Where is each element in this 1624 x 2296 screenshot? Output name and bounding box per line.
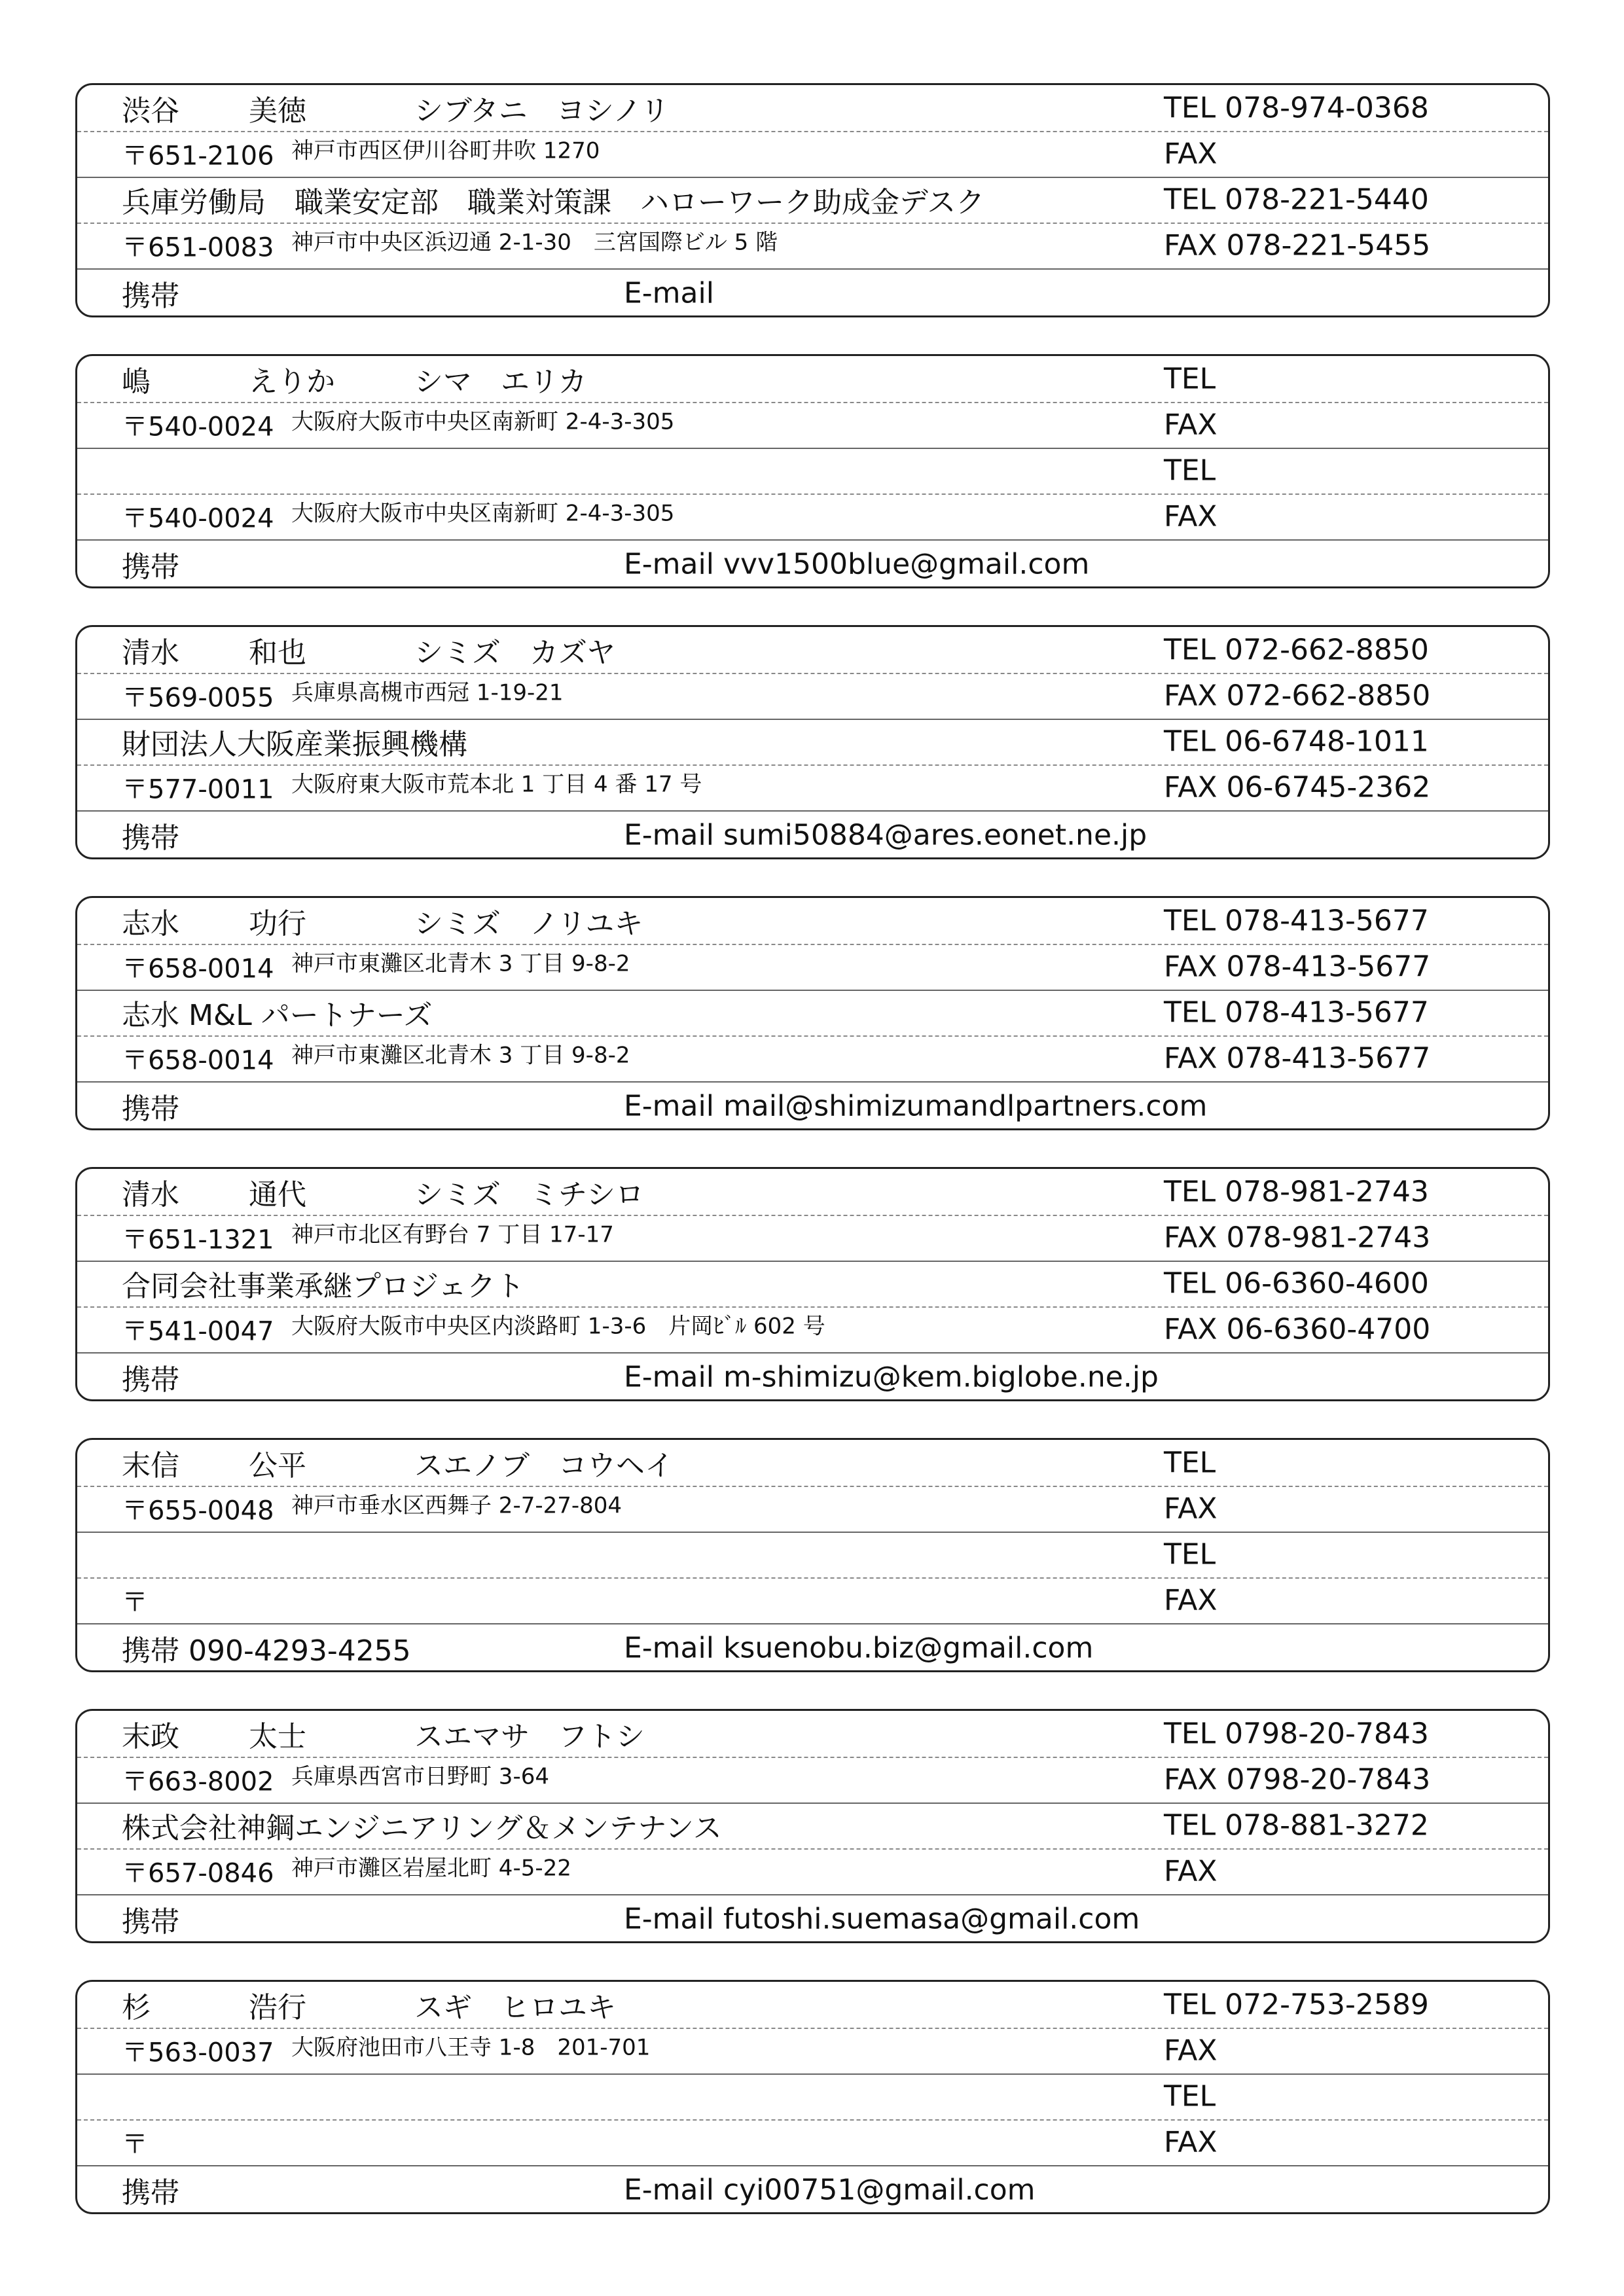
home-address-row — [77, 1486, 1548, 1533]
org-row — [77, 1532, 1548, 1579]
home-address-row — [77, 1215, 1548, 1262]
name-row — [77, 1169, 1548, 1216]
org-address: 神戸市中央区浜辺通 2-1-30 三宮国際ビル 5 階 — [291, 229, 778, 256]
name-kana: シブタニ ヨシノリ — [414, 94, 670, 128]
org-fax: FAX — [1164, 1854, 1218, 1888]
contact-row — [77, 810, 1548, 859]
org-address: 神戸市灘区岩屋北町 4-5-22 — [291, 1855, 571, 1882]
home-zip: 〒655-0048 — [122, 1496, 274, 1526]
home-address: 兵庫県高槻市西冠 1-19-21 — [291, 679, 564, 706]
org-fax: FAX 06-6360-4700 — [1164, 1312, 1431, 1346]
name-kana: スエマサ フトシ — [414, 1720, 645, 1753]
home-tel: TEL 078-974-0368 — [1164, 91, 1429, 125]
home-tel: TEL 072-662-8850 — [1164, 633, 1429, 667]
home-address: 兵庫県西宮市日野町 3-64 — [291, 1763, 549, 1790]
org-zip: 〒658-0014 — [122, 1045, 274, 1076]
email[interactable]: E-mail m-shimizu@kem.biglobe.ne.jp — [624, 1360, 1159, 1393]
home-address: 大阪府大阪市中央区南新町 2-4-3-305 — [291, 408, 675, 435]
mobile: 携帯 090-4293-4255 — [122, 1634, 411, 1668]
email[interactable]: E-mail cyi00751@gmail.com — [624, 2173, 1036, 2206]
name-row — [77, 1440, 1548, 1487]
contact-card — [75, 625, 1550, 859]
org-tel: TEL 06-6748-1011 — [1164, 725, 1429, 759]
given-name: 太士 — [249, 1720, 306, 1753]
contact-row — [77, 1352, 1548, 1401]
contact-row — [77, 1894, 1548, 1943]
contact-card — [75, 354, 1550, 588]
org-fax: FAX — [1164, 2125, 1218, 2159]
home-address: 大阪府池田市八王寺 1-8 201-701 — [291, 2034, 651, 2061]
contact-row — [77, 1081, 1548, 1130]
email[interactable]: E-mail vvv1500blue@gmail.com — [624, 547, 1090, 581]
home-zip: 〒658-0014 — [122, 954, 274, 984]
org-tel: TEL 06-6360-4600 — [1164, 1266, 1429, 1300]
org-zip: 〒577-0011 — [122, 774, 274, 805]
org-address-row — [77, 764, 1548, 812]
home-address-row — [77, 944, 1548, 991]
home-fax: FAX 078-981-2743 — [1164, 1221, 1431, 1255]
name-kana: シマ エリカ — [414, 365, 587, 399]
org-tel: TEL — [1164, 454, 1216, 488]
org-tel: TEL 078-221-5440 — [1164, 183, 1429, 217]
contact-card — [75, 896, 1550, 1130]
mobile: 携帯 — [122, 1905, 179, 1939]
organization: 財団法人大阪産業振興機構 — [122, 728, 467, 761]
org-address-row — [77, 1577, 1548, 1624]
email[interactable]: E-mail ksuenobu.biz@gmail.com — [624, 1631, 1094, 1664]
name-row — [77, 1711, 1548, 1758]
home-tel: TEL 078-981-2743 — [1164, 1175, 1429, 1209]
name-kana: シミズ カズヤ — [414, 636, 616, 670]
surname: 嶋 — [122, 365, 151, 399]
org-zip: 〒 — [122, 2129, 148, 2160]
name-row — [77, 85, 1548, 132]
organization: 株式会社神鋼エンジニアリング＆メンテナンス — [122, 1812, 722, 1845]
mobile: 携帯 — [122, 550, 179, 584]
home-address: 神戸市北区有野台 7 丁目 17-17 — [291, 1221, 614, 1248]
home-address-row — [77, 402, 1548, 449]
mobile: 携帯 — [122, 1363, 179, 1397]
contact-row — [77, 539, 1548, 588]
name-row — [77, 1982, 1548, 2029]
contact-card — [75, 1438, 1550, 1672]
org-tel: TEL 078-881-3272 — [1164, 1808, 1429, 1842]
mobile: 携帯 — [122, 821, 179, 855]
surname: 志水 — [122, 907, 179, 941]
home-address-row — [77, 131, 1548, 178]
organization: 合同会社事業承継プロジェクト — [122, 1270, 525, 1303]
org-tel: TEL — [1164, 2079, 1216, 2113]
home-zip: 〒563-0037 — [122, 2037, 274, 2068]
home-fax: FAX 072-662-8850 — [1164, 679, 1431, 713]
org-address-row — [77, 493, 1548, 541]
org-row — [77, 448, 1548, 495]
home-address-row — [77, 2028, 1548, 2075]
org-row — [77, 2073, 1548, 2121]
home-zip: 〒651-1321 — [122, 1225, 274, 1255]
home-fax: FAX — [1164, 137, 1218, 171]
organization: 兵庫労働局 職業安定部 職業対策課 ハローワーク助成金デスク — [122, 186, 985, 219]
home-zip: 〒651-2106 — [122, 141, 274, 171]
surname: 清水 — [122, 1178, 179, 1211]
org-address: 大阪府東大阪市荒本北 1 丁目 4 番 17 号 — [291, 771, 702, 798]
org-row — [77, 1803, 1548, 1850]
org-zip: 〒651-0083 — [122, 232, 274, 263]
home-address: 神戸市東灘区北青木 3 丁目 9-8-2 — [291, 950, 630, 977]
home-tel: TEL 078-413-5677 — [1164, 904, 1429, 938]
mobile: 携帯 — [122, 2176, 179, 2210]
name-row — [77, 356, 1548, 403]
home-zip: 〒569-0055 — [122, 683, 274, 713]
surname: 末信 — [122, 1449, 179, 1482]
org-address: 大阪府大阪市中央区内淡路町 1-3-6 片岡ﾋﾞﾙ 602 号 — [291, 1313, 825, 1340]
name-row — [77, 898, 1548, 945]
org-address-row — [77, 2119, 1548, 2166]
name-kana: スエノブ コウヘイ — [414, 1449, 674, 1482]
org-zip: 〒541-0047 — [122, 1316, 274, 1347]
given-name: えりか — [249, 365, 335, 399]
given-name: 功行 — [249, 907, 306, 941]
org-fax: FAX — [1164, 499, 1218, 533]
org-fax: FAX 06-6745-2362 — [1164, 770, 1431, 804]
contact-row — [77, 1623, 1548, 1672]
org-zip: 〒657-0846 — [122, 1858, 274, 1889]
name-row — [77, 627, 1548, 674]
org-address-row — [77, 1306, 1548, 1354]
given-name: 公平 — [249, 1449, 306, 1482]
contact-card — [75, 1980, 1550, 2214]
org-fax: FAX — [1164, 1583, 1218, 1617]
home-address-row — [77, 673, 1548, 720]
surname: 杉 — [122, 1991, 151, 2024]
email[interactable]: E-mail futoshi.suemasa@gmail.com — [624, 1902, 1140, 1935]
email[interactable]: E-mail sumi50884@ares.eonet.ne.jp — [624, 818, 1147, 852]
home-address: 神戸市西区伊川谷町井吹 1270 — [291, 137, 600, 164]
email[interactable]: E-mail — [624, 276, 714, 310]
organization: 志水 M&L パートナーズ — [122, 999, 433, 1032]
name-kana: スギ ヒロユキ — [414, 1991, 616, 2024]
contact-card — [75, 1167, 1550, 1401]
home-tel: TEL 0798-20-7843 — [1164, 1717, 1429, 1751]
org-tel: TEL — [1164, 1537, 1216, 1571]
contact-card — [75, 1709, 1550, 1943]
home-tel: TEL 072-753-2589 — [1164, 1988, 1429, 2022]
home-fax: FAX 0798-20-7843 — [1164, 1763, 1431, 1797]
given-name: 和也 — [249, 636, 306, 670]
given-name: 浩行 — [249, 1991, 306, 2024]
name-kana: シミズ ノリユキ — [414, 907, 643, 941]
home-fax: FAX — [1164, 408, 1218, 442]
contact-card — [75, 83, 1550, 317]
org-address-row — [77, 223, 1548, 270]
org-row — [77, 1261, 1548, 1308]
org-zip: 〒540-0024 — [122, 503, 274, 534]
org-row — [77, 719, 1548, 766]
home-address: 神戸市垂水区西舞子 2-7-27-804 — [291, 1492, 623, 1519]
home-tel: TEL — [1164, 1446, 1216, 1480]
home-zip: 〒663-8002 — [122, 1767, 274, 1797]
contact-row — [77, 2165, 1548, 2214]
org-address-row — [77, 1848, 1548, 1895]
home-tel: TEL — [1164, 362, 1216, 396]
org-address: 大阪府大阪市中央区南新町 2-4-3-305 — [291, 500, 675, 527]
org-row — [77, 177, 1548, 224]
home-fax: FAX 078-413-5677 — [1164, 950, 1431, 984]
surname: 末政 — [122, 1720, 179, 1753]
given-name: 通代 — [249, 1178, 306, 1211]
org-fax: FAX 078-221-5455 — [1164, 228, 1431, 262]
home-address-row — [77, 1757, 1548, 1804]
org-zip: 〒 — [122, 1587, 148, 1618]
org-row — [77, 990, 1548, 1037]
surname: 清水 — [122, 636, 179, 670]
surname: 渋谷 — [122, 94, 179, 128]
name-kana: シミズ ミチシロ — [414, 1178, 645, 1211]
org-address-row — [77, 1035, 1548, 1083]
org-tel: TEL 078-413-5677 — [1164, 996, 1429, 1030]
home-fax: FAX — [1164, 2034, 1218, 2068]
email[interactable]: E-mail mail@shimizumandlpartners.com — [624, 1089, 1208, 1122]
given-name: 美徳 — [249, 94, 306, 128]
home-zip: 〒540-0024 — [122, 412, 274, 442]
contact-row — [77, 268, 1548, 317]
org-address: 神戸市東灘区北青木 3 丁目 9-8-2 — [291, 1042, 630, 1069]
home-fax: FAX — [1164, 1492, 1218, 1526]
mobile: 携帯 — [122, 279, 179, 313]
org-fax: FAX 078-413-5677 — [1164, 1041, 1431, 1075]
mobile: 携帯 — [122, 1092, 179, 1126]
